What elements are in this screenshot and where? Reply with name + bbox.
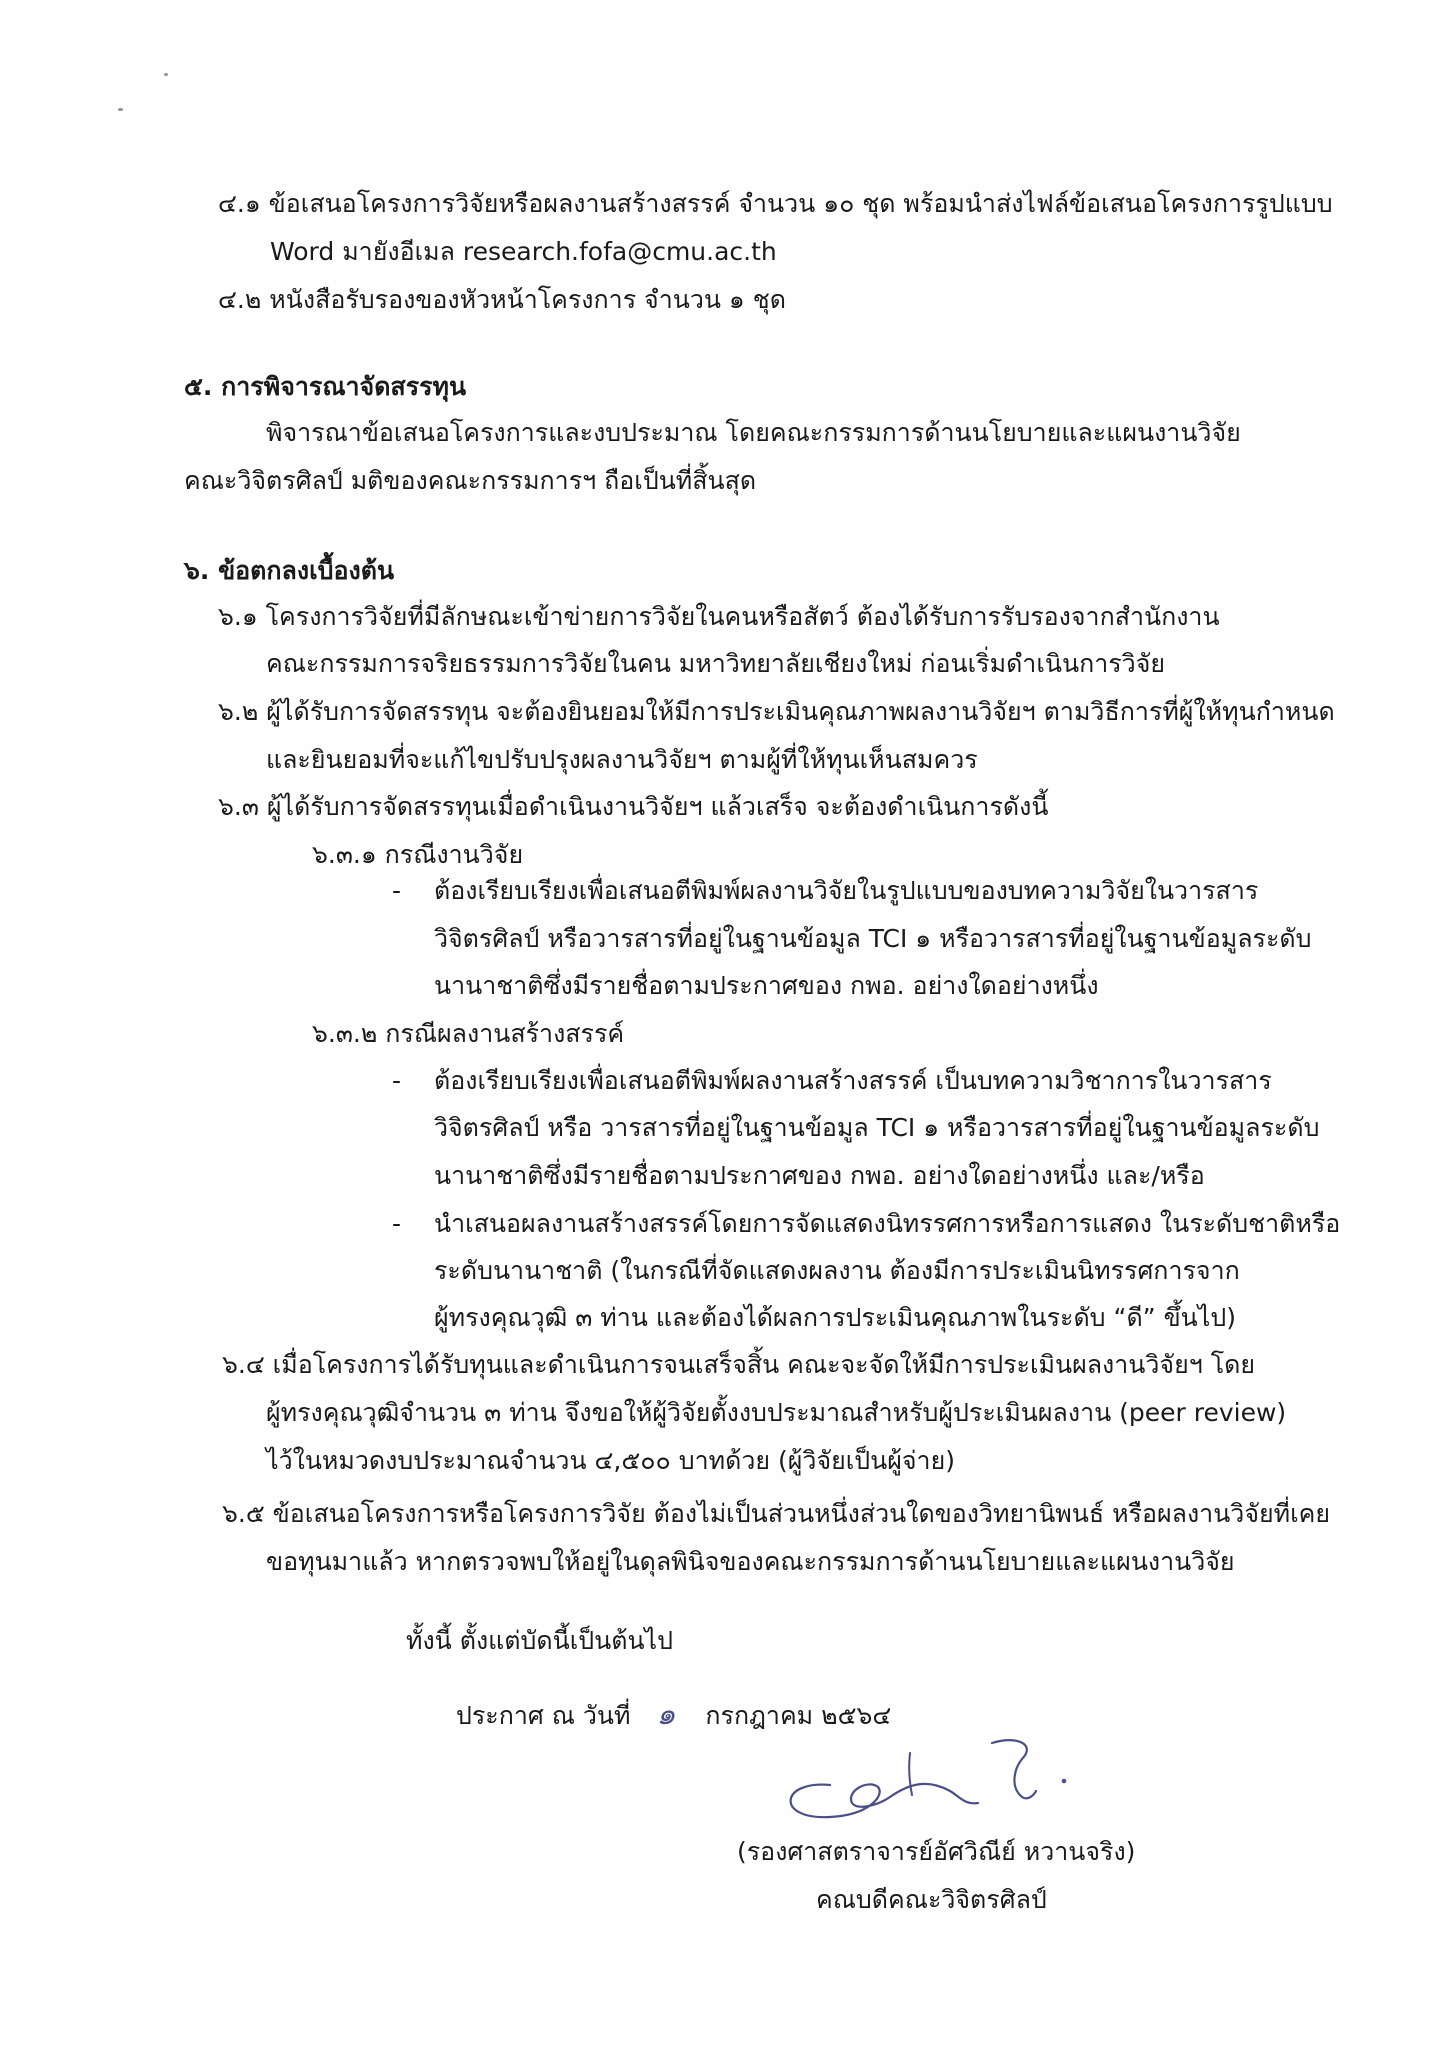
item-4-1-line-1: ๔.๑ ข้อเสนอโครงการวิจัยหรือผลงานสร้างสรรค์ จำนวน ๑๐ ชุด พร้อมนำส่งไฟล์ข้อเสนอโครงการรูปแบบ — [218, 189, 1333, 218]
announcement-month-year: กรกฎาคม ๒๕๖๔ — [705, 1701, 892, 1730]
item-6-5-line-1: ๖.๕ ข้อเสนอโครงการหรือโครงการวิจัย ต้องไม่เป็นส่วนหนึ่งส่วนใดของวิทยานิพนธ์ หรือผลงานวิจัยที่เคย — [222, 1499, 1331, 1528]
scan-speck — [118, 108, 123, 111]
item-6-3-2-bullet-1-line-2: วิจิตรศิลป์ หรือ วารสารที่อยู่ในฐานข้อมูล TCI ๑ หรือวารสารที่อยู่ในฐานข้อมูลระดับ — [434, 1113, 1320, 1142]
bullet-dash: - — [392, 1066, 402, 1095]
item-6-4-line-3: ไว้ในหมวดงบประมาณจำนวน ๔,๕๐๐ บาทด้วย (ผู้วิจัยเป็นผู้จ่าย) — [266, 1446, 955, 1475]
section-5-line-1: พิจารณาข้อเสนอโครงการและงบประมาณ โดยคณะกรรมการด้านนโยบายและแผนงานวิจัย — [266, 418, 1241, 447]
item-6-3-2-bullet-2-line-2: ระดับนานาชาติ (ในกรณีที่จัดแสดงผลงาน ต้องมีการประเมินนิทรรศการจาก — [434, 1256, 1240, 1285]
item-6-3-1-bullet-line-2: วิจิตรศิลป์ หรือวารสารที่อยู่ในฐานข้อมูล TCI ๑ หรือวารสารที่อยู่ในฐานข้อมูลระดับ — [434, 924, 1312, 953]
item-4-2: ๔.๒ หนังสือรับรองของหัวหน้าโครงการ จำนวน ๑ ชุด — [218, 285, 786, 314]
item-6-1-line-1: ๖.๑ โครงการวิจัยที่มีลักษณะเข้าข่ายการวิจัยในคนหรือสัตว์ ต้องได้รับการรับรองจากสำนักงาน — [218, 602, 1220, 631]
item-6-2-line-2: และยินยอมที่จะแก้ไขปรับปรุงผลงานวิจัยฯ ตามผู้ที่ให้ทุนเห็นสมควร — [266, 745, 978, 774]
signer-name: (รองศาสตราจารย์อัศวิณีย์ หวานจริง) — [737, 1837, 1136, 1866]
item-6-3: ๖.๓ ผู้ได้รับการจัดสรรทุนเมื่อดำเนินงานวิจัยฯ แล้วเสร็จ จะต้องดำเนินการดังนี้ — [218, 792, 1049, 821]
section-5-line-2: คณะวิจิตรศิลป์ มติของคณะกรรมการฯ ถือเป็นที่สิ้นสุด — [184, 466, 757, 495]
announcement-prefix: ประกาศ ณ วันที่ — [456, 1701, 631, 1730]
item-6-3-2-bullet-1-line-3: นานาชาติซึ่งมีรายชื่อตามประกาศของ กพอ. อย่างใดอย่างหนึ่ง และ/หรือ — [434, 1161, 1205, 1190]
item-6-3-1-bullet-line-1: ต้องเรียบเรียงเพื่อเสนอตีพิมพ์ผลงานวิจัยในรูปแบบของบทความวิจัยในวารสาร — [434, 876, 1259, 905]
section-6-heading: ๖. ข้อตกลงเบื้องต้น — [184, 556, 395, 585]
section-5-heading: ๕. การพิจารณาจัดสรรทุน — [184, 372, 467, 401]
item-4-1-line-2: Word มายังอีเมล research.fofa@cmu.ac.th — [270, 237, 777, 266]
scan-speck — [164, 73, 168, 76]
item-6-4-line-1: ๖.๔ เมื่อโครงการได้รับทุนและดำเนินการจนเสร็จสิ้น คณะจะจัดให้มีการประเมินผลงานวิจัยฯ โดย — [222, 1350, 1256, 1379]
item-6-3-2-bullet-1-line-1: ต้องเรียบเรียงเพื่อเสนอตีพิมพ์ผลงานสร้างสรรค์ เป็นบทความวิชาการในวารสาร — [434, 1066, 1272, 1095]
signer-title: คณบดีคณะวิจิตรศิลป์ — [816, 1885, 1047, 1914]
item-6-3-2-title: ๖.๓.๒ กรณีผลงานสร้างสรรค์ — [312, 1019, 625, 1048]
item-6-1-line-2: คณะกรรมการจริยธรรมการวิจัยในคน มหาวิทยาลัยเชียงใหม่ ก่อนเริ่มดำเนินการวิจัย — [266, 649, 1166, 678]
item-6-2-line-1: ๖.๒ ผู้ได้รับการจัดสรรทุน จะต้องยินยอมให้มีการประเมินคุณภาพผลงานวิจัยฯ ตามวิธีการที่ผู้ให้ทุนกำหนด — [218, 697, 1335, 726]
item-6-3-2-bullet-2-line-1: นำเสนอผลงานสร้างสรรค์โดยการจัดแสดงนิทรรศการหรือการแสดง ในระดับชาติหรือ — [434, 1209, 1341, 1238]
item-6-3-2-bullet-2-line-3: ผู้ทรงคุณวุฒิ ๓ ท่าน และต้องได้ผลการประเมินคุณภาพในระดับ “ดี” ขึ้นไป) — [434, 1303, 1236, 1332]
item-6-5-line-2: ขอทุนมาแล้ว หากตรวจพบให้อยู่ในดุลพินิจของคณะกรรมการด้านนโยบายและแผนงานวิจัย — [266, 1547, 1235, 1576]
bullet-dash: - — [392, 1209, 402, 1238]
item-6-3-1-title: ๖.๓.๑ กรณีงานวิจัย — [312, 840, 524, 869]
item-6-4-line-2: ผู้ทรงคุณวุฒิจำนวน ๓ ท่าน จึงขอให้ผู้วิจัยตั้งงบประมาณสำหรับผู้ประเมินผลงาน (peer review) — [266, 1398, 1287, 1427]
item-6-3-1-bullet-line-3: นานาชาติซึ่งมีรายชื่อตามประกาศของ กพอ. อย่างใดอย่างหนึ่ง — [434, 971, 1099, 1000]
bullet-dash: - — [392, 876, 402, 905]
handwritten-signature — [760, 1725, 1100, 1835]
handwritten-day: ๑ — [656, 1697, 676, 1732]
effective-statement: ทั้งนี้ ตั้งแต่บัดนี้เป็นต้นไป — [406, 1626, 673, 1655]
